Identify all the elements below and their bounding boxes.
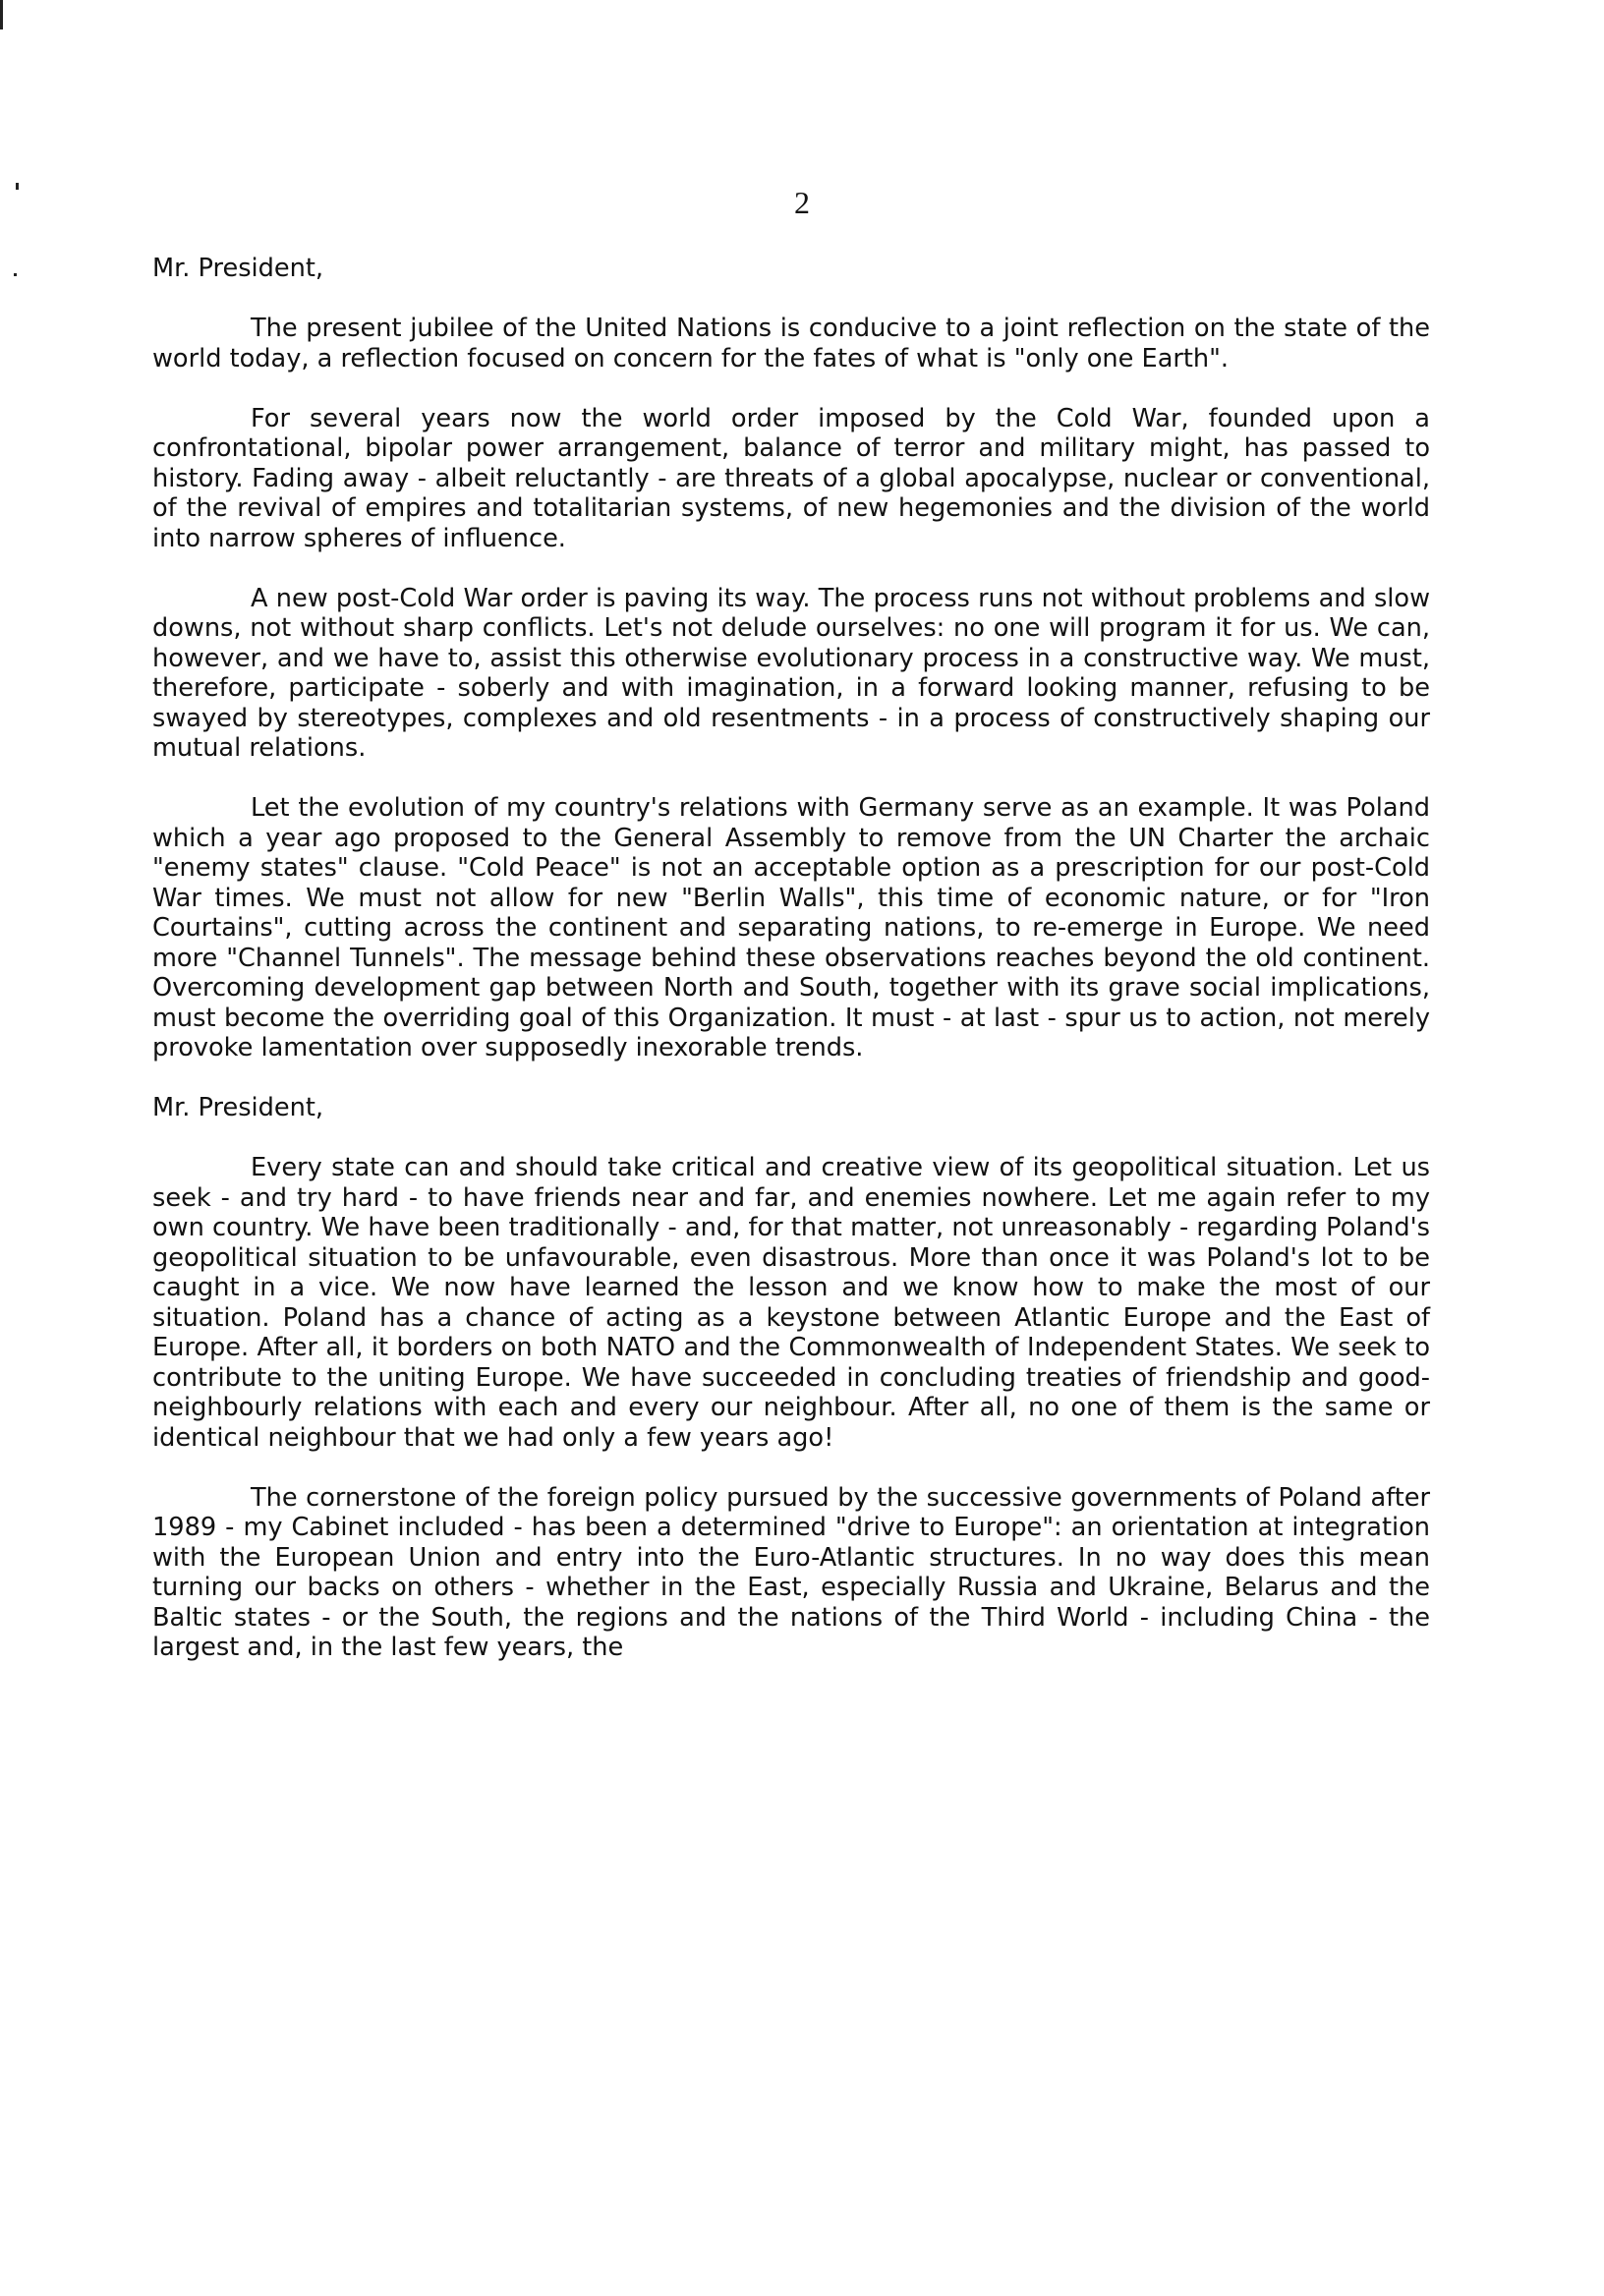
paragraph: The cornerstone of the foreign policy pursued by the successive governments of Poland after 1989 - my Cabinet included - has been a determined "drive to Europe": an orientation at integration with the European Union and entry into the Euro-Atlantic structures. In no way does this mean turning our backs on others - whether in the East, especially Russia and Ukraine, Belarus and the Baltic states - or the South, the regions and the nations of the Third World - including China - the largest and, in the last few years, the	[152, 1482, 1430, 1662]
page-number: 2	[794, 185, 810, 220]
salutation: Mr. President,	[152, 1093, 324, 1122]
speech-body	[152, 254, 1430, 1693]
paragraph: For several years now the world order imposed by the Cold War, founded upon a confrontational, bipolar power arrangement, balance of terror and military might, has passed to history. Fading away - albeit reluctantly - are threats of a global apocalypse, nuclear or conventional, of the revival of empires and totalitarian systems, of new hegemonies and the division of the world into narrow spheres of influence.	[152, 403, 1430, 553]
paragraph: Every state can and should take critical and creative view of its geopolitical situation. Let us seek - and try hard - to have friends near and far, and enemies nowhere. Let me again refer to my own country. We have been traditionally - and, for that matter, not unreasonably - regarding Poland's geopolitical situation to be unfavourable, even disastrous. More than once it was Poland's lot to be caught in a vice. We now have learned the lesson and we know how to make the most of our situation. Poland has a chance of acting as a keystone between Atlantic Europe and the East of Europe. After all, it borders on both NATO and the Commonwealth of Independent States. We seek to contribute to the uniting Europe. We have succeeded in concluding treaties of friendship and good-neighbourly relations with each and every our neighbour. After all, no one of them is the same or identical neighbour that we had only a few years ago!	[152, 1153, 1430, 1453]
salutation: Mr. President,	[152, 254, 324, 283]
paragraph: The present jubilee of the United Nations is conducive to a joint reflection on the state of the world today, a reflection focused on concern for the fates of what is "only one Earth".	[152, 314, 1430, 373]
paragraph: A new post-Cold War order is paving its way. The process runs not without problems and slow downs, not without sharp conflicts. Let's not delude ourselves: no one will program it for us. We can, however, and we have to, assist this otherwise evolutionary process in a constructive way. We must, therefore, participate - soberly and with imagination, in a forward looking manner, refusing to be swayed by stereotypes, complexes and old resentments - in a process of constructively shaping our mutual relations.	[152, 583, 1430, 763]
paragraph: Let the evolution of my country's relations with Germany serve as an example. It was Poland which a year ago proposed to the General Assembly to remove from the UN Charter the archaic "enemy states" clause. "Cold Peace" is not an acceptable option as a prescription for our post-Cold War times. We must not allow for new "Berlin Walls", this time of economic nature, or for "Iron Courtains", cutting across the continent and separating nations, to re-emerge in Europe. We need more "Channel Tunnels". The message behind these observations reaches beyond the old continent. Overcoming development gap between North and South, together with its grave social implications, must become the overriding goal of this Organization. It must - at last - spur us to action, not merely provoke lamentation over supposedly inexorable trends.	[152, 793, 1430, 1062]
scan-speck	[14, 273, 17, 276]
scan-edge-mark	[0, 0, 3, 29]
